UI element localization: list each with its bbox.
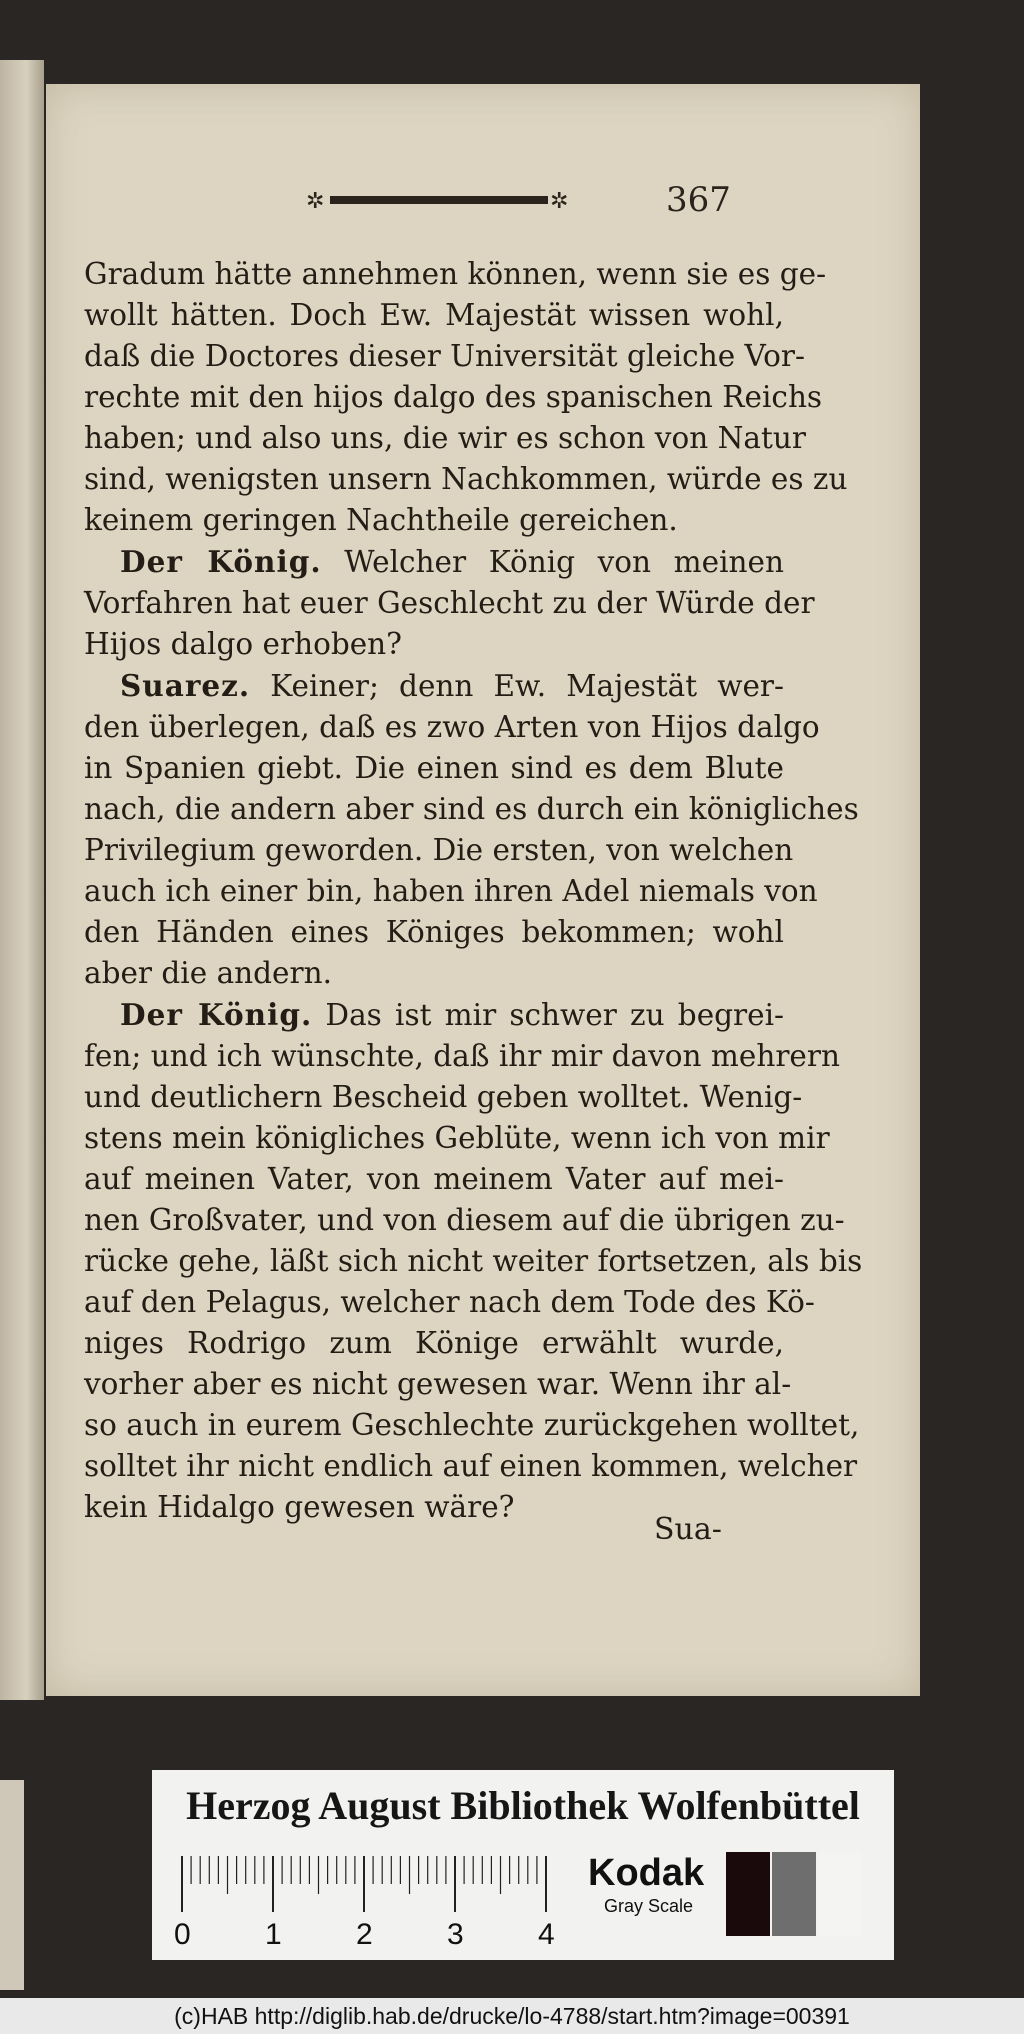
line-text: Gradum hätte annehmen können, wenn sie es ge- xyxy=(84,257,827,291)
line-text: Welcher König von meinen xyxy=(321,545,784,579)
gray-swatch xyxy=(772,1852,816,1936)
text-line xyxy=(84,377,823,418)
text-line xyxy=(84,1364,792,1405)
text-line xyxy=(84,912,784,953)
gray-swatch xyxy=(726,1852,770,1936)
line-text: nen Großvater, und von diesem auf die übrigen zu- xyxy=(84,1203,845,1237)
measurement-ruler xyxy=(174,1854,578,1951)
text-line xyxy=(84,1323,784,1364)
adjacent-page-edge xyxy=(0,60,44,1700)
line-text: den Händen eines Königes bekommen; wohl xyxy=(84,915,784,949)
text-line xyxy=(84,1405,860,1446)
line-text: auf meinen Vater, von meinem Vater auf mei- xyxy=(84,1162,784,1196)
speaker-name: Der König. xyxy=(120,997,313,1032)
text-line xyxy=(84,994,784,1036)
line-text: Privilegium geworden. Die ersten, von welchen xyxy=(84,833,794,867)
line-text: daß die Doctores dieser Universität gleiche Vor- xyxy=(84,339,805,373)
line-text: vorher aber es nicht gewesen war. Wenn ihr al- xyxy=(84,1367,792,1401)
line-text: auf den Pelagus, welcher nach dem Tode des Kö- xyxy=(84,1285,815,1319)
gray-swatch xyxy=(818,1852,862,1936)
text-line xyxy=(84,953,784,994)
svg-text:✲: ✲ xyxy=(306,189,325,214)
header-ornament xyxy=(304,188,574,212)
line-text: nach, die andern aber sind es durch ein königliches xyxy=(84,792,859,826)
line-text: niges Rodrigo zum Könige erwählt wurde, xyxy=(84,1326,784,1360)
text-line xyxy=(84,830,794,871)
text-line xyxy=(84,1282,815,1323)
gray-scale-label: Gray Scale xyxy=(604,1896,694,1916)
text-line xyxy=(84,707,820,748)
line-text: haben; und also uns, die wir es schon von Natur xyxy=(84,421,806,455)
line-text: sind, wenigsten unsern Nachkommen, würde es zu xyxy=(84,462,848,496)
line-text: und deutlichern Bescheid geben wolltet. Wenig- xyxy=(84,1080,803,1114)
book-page xyxy=(46,84,920,1696)
line-text: fen; und ich wünschte, daß ihr mir davon mehrern xyxy=(84,1039,840,1073)
text-line xyxy=(84,789,859,830)
svg-text:✲: ✲ xyxy=(550,189,569,214)
source-caption: (c)HAB http://diglib.hab.de/drucke/lo-4788/start.htm?image=00391 xyxy=(0,1998,1024,2034)
institution-name: Herzog August Bibliothek Wolfenbüttel xyxy=(186,1783,860,1828)
brand-label: Kodak xyxy=(588,1852,705,1894)
text-line xyxy=(84,1159,784,1200)
line-text: so auch in eurem Geschlechte zurückgehen wolltet, xyxy=(84,1408,860,1442)
line-text: Vorfahren hat euer Geschlecht zu der Würde der xyxy=(84,586,815,620)
text-line xyxy=(84,336,805,377)
text-line xyxy=(84,1077,803,1118)
text-line xyxy=(84,1241,863,1282)
ruler-label: 2 xyxy=(356,1918,373,1951)
line-text: den überlegen, daß es zwo Arten von Hijos dalgo xyxy=(84,710,820,744)
text-line xyxy=(84,583,815,624)
text-line xyxy=(84,1446,858,1487)
text-line xyxy=(84,459,848,500)
text-line xyxy=(84,541,784,583)
ruler-label: 3 xyxy=(447,1918,464,1951)
ruler-label: 1 xyxy=(265,1918,282,1951)
line-text: wollt hätten. Doch Ew. Majestät wissen wohl, xyxy=(84,298,784,332)
line-text: Hijos dalgo erhoben? xyxy=(84,627,402,661)
line-text: auch ich einer bin, haben ihren Adel niemals von xyxy=(84,874,818,908)
line-text: kein Hidalgo gewesen wäre? xyxy=(84,1490,515,1524)
text-line xyxy=(84,500,784,541)
line-text: keinem geringen Nachtheile gereichen. xyxy=(84,503,678,537)
library-color-card xyxy=(152,1770,894,1960)
text-line xyxy=(84,1200,845,1241)
catchword: Sua- xyxy=(654,1512,722,1547)
line-text: stens mein königliches Geblüte, wenn ich von mir xyxy=(84,1121,830,1155)
ruler-label: 4 xyxy=(538,1918,555,1951)
text-line xyxy=(84,624,784,665)
line-text: rechte mit den hijos dalgo des spanischen Reichs xyxy=(84,380,823,414)
line-text: Keiner; denn Ew. Majestät wer- xyxy=(250,669,784,703)
text-line xyxy=(84,254,827,295)
text-line xyxy=(84,418,806,459)
ruler-label: 0 xyxy=(174,1918,191,1951)
page-text xyxy=(84,254,863,1528)
text-line xyxy=(84,1036,840,1077)
line-text: Das ist mir schwer zu begrei- xyxy=(312,998,784,1032)
line-text: solltet ihr nicht endlich auf einen kommen, welcher xyxy=(84,1449,858,1483)
text-line xyxy=(84,871,818,912)
page-number: 367 xyxy=(666,180,731,220)
line-text: rücke gehe, läßt sich nicht weiter fortsetzen, als bis xyxy=(84,1244,863,1278)
text-line xyxy=(84,665,784,707)
line-text: aber die andern. xyxy=(84,956,332,990)
speaker-name: Suarez. xyxy=(120,668,251,703)
speaker-name: Der König. xyxy=(120,544,322,579)
text-line xyxy=(84,748,784,789)
line-text: in Spanien giebt. Die einen sind es dem Blute xyxy=(84,751,784,785)
text-line xyxy=(84,1118,830,1159)
text-line xyxy=(84,295,784,336)
adjacent-card-edge xyxy=(0,1780,24,1990)
